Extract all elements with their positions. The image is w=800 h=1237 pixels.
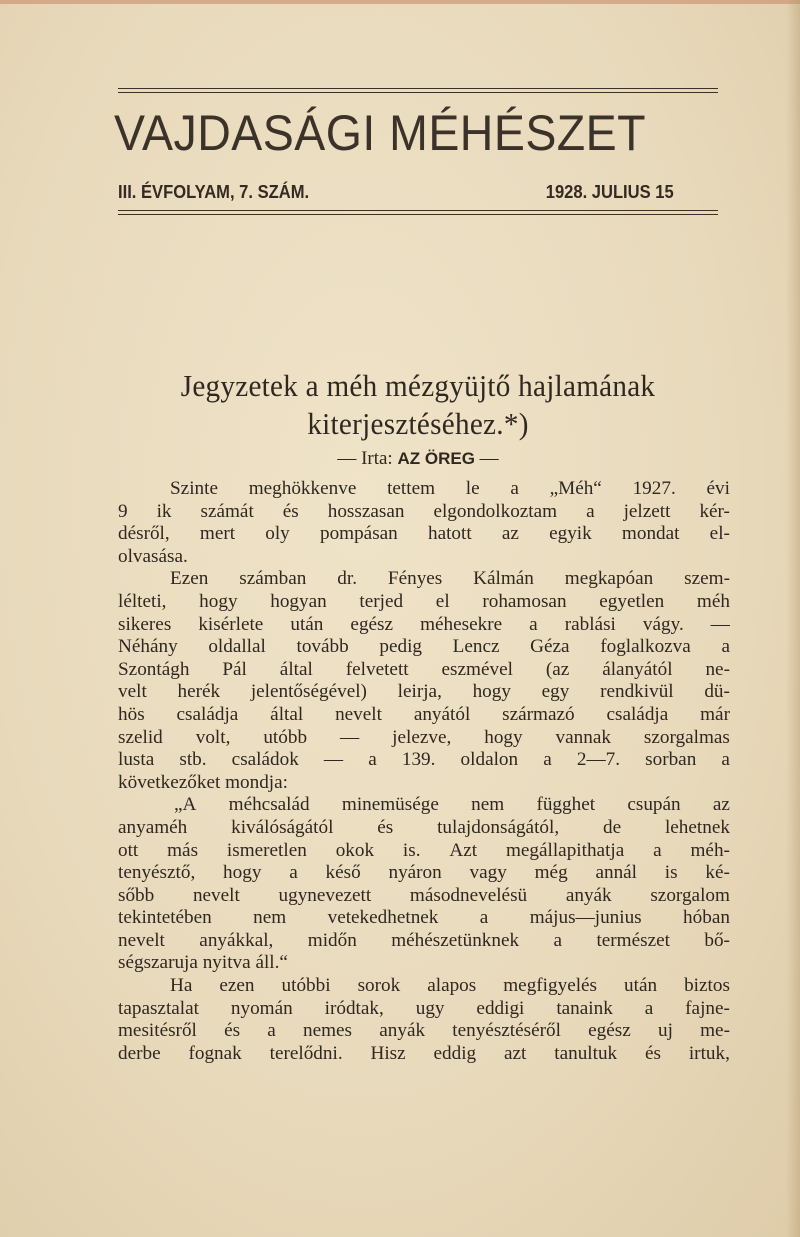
- body-line: olvasása.: [118, 545, 188, 567]
- issue-number: III. ÉVFOLYAM, 7. SZÁM.: [118, 182, 310, 202]
- masthead-bottom-rules: [118, 210, 718, 218]
- body-line: nevelt anyákkal, midőn méhészetünknek a természet bő-: [118, 929, 730, 951]
- issue-date: 1928. JULIUS 15: [545, 182, 674, 202]
- body-line: Ezen számban dr. Fényes Kálmán megkapóan szem-: [170, 568, 730, 590]
- byline-author: AZ ÖREG: [397, 449, 475, 468]
- body-line: sikeres kisérlete után egész méhesekre a rablási vágy. —: [118, 613, 730, 635]
- body-line: Szontágh Pál által felvetett eszmével (az álanyától ne-: [118, 658, 730, 680]
- rule-line: [118, 88, 718, 89]
- body-line: Néhány oldallal tovább pedig Lencz Géza foglalkozva a: [118, 636, 730, 658]
- body-line: szelid volt, utóbb — jelezve, hogy vannak szorgalmas: [118, 726, 730, 748]
- body-line: ségszaruja nyitva áll.“: [118, 952, 288, 974]
- body-line: tekintetében nem vetekedhetnek a május—junius hóban: [118, 907, 730, 929]
- body-line: lusta stb. családok — a 139. oldalon a 2—7. sorban a: [118, 749, 730, 771]
- body-line: 9 ik számát és hosszasan elgondolkoztam a jelzett kér-: [118, 500, 730, 522]
- body-line: mesitésről és a nemes anyák tenyésztéséről egész uj me-: [118, 1020, 730, 1042]
- body-line: derbe fognak terelődni. Hisz eddig azt tanultuk és irtuk,: [118, 1042, 730, 1064]
- body-line: anyaméh kiválóságától és tulajdonságától, de lehetnek: [118, 816, 730, 838]
- body-line: désről, mert oly pompásan hatott az egyik mondat el-: [118, 523, 730, 545]
- body-line: hös családja által nevelt anyától származó családja már: [118, 703, 730, 725]
- article-title-line-1: Jegyzetek a méh mézgyüjtő hajlamának: [180, 368, 656, 403]
- body-line: tenyésztő, hogy a késő nyáron vagy még annál is ké-: [118, 862, 730, 884]
- body-line: lélteti, hogy hogyan terjed el rohamosan egyetlen méh: [118, 590, 730, 612]
- body-line: Szinte meghökkenve tettem le a „Méh“ 1927. évi: [170, 478, 730, 499]
- article-title-line-2: kiterjesztéséhez.*): [307, 406, 529, 441]
- body-line: „A méhcsalád minemüsége nem függhet csupán az: [174, 794, 730, 816]
- rule-line: [118, 214, 718, 215]
- article-byline: [118, 448, 718, 470]
- byline-prefix: — Irta:: [337, 448, 393, 469]
- body-line: velt herék jelentőségével) leirja, hogy egy rendkivül dü-: [118, 681, 730, 703]
- byline-suffix: —: [479, 448, 499, 469]
- masthead-top-rules: [118, 88, 718, 96]
- masthead-title: VAJDASÁGI MÉHÉSZET: [114, 105, 647, 161]
- rule-line: [118, 210, 718, 211]
- issue-line: [118, 182, 674, 203]
- rule-line: [118, 92, 718, 93]
- body-line: ott más ismeretlen okok is. Azt megállapithatja a méh-: [118, 839, 730, 861]
- body-line: következőket mondja:: [118, 771, 288, 793]
- page-edge-shadow: [786, 0, 800, 1237]
- body-line: tapasztalat nyomán iródtak, ugy eddigi tanaink a fajne-: [118, 997, 730, 1019]
- body-line: Ha ezen utóbbi sorok alapos megfigyelés után biztos: [170, 975, 730, 997]
- paper-stain: [0, 0, 800, 4]
- body-line: sőbb nevelt ugynevezett másodnevelésü anyák szorgalom: [118, 884, 730, 906]
- article-body: [118, 478, 730, 1065]
